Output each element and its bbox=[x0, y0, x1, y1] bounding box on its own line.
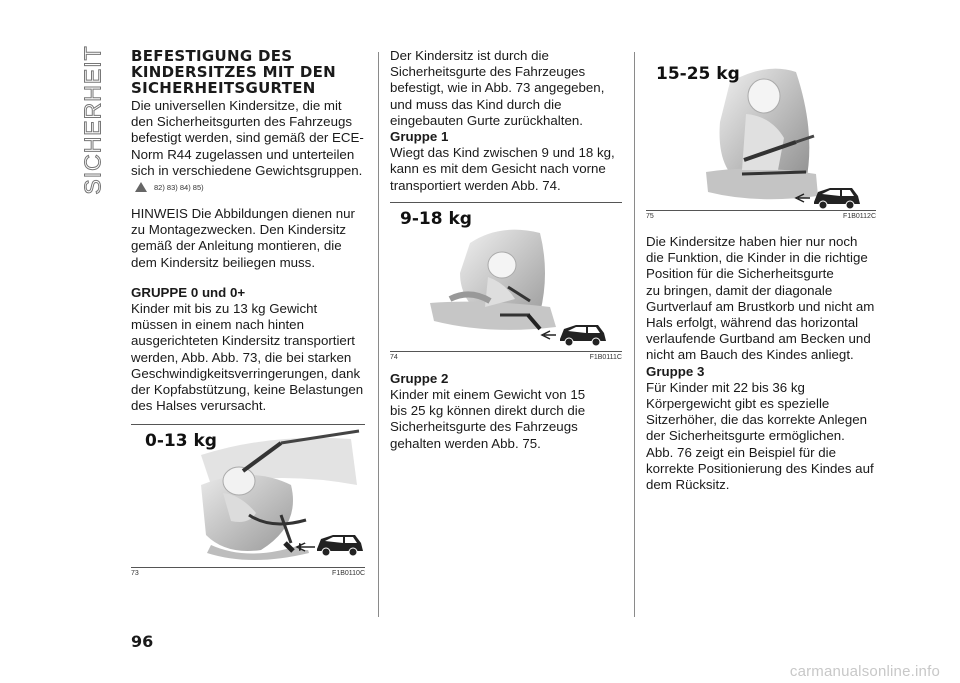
booster-paragraph: Die Kindersitze haben hier nur noch die Funktion, die Kinder in die richtige Position für die Sicherheitsgurte zu bringen, damit der diagonale Gurtverlauf am Brustkorb und nicht am Hals erfolgt, während das horizontal verlaufende Gurtband am Becken und nicht am Bauch des Kindes anliegt. bbox=[646, 234, 875, 363]
group-3-title: Gruppe 3 bbox=[646, 363, 705, 379]
figure-code: F1B0112C bbox=[843, 213, 876, 220]
column-3 bbox=[646, 52, 876, 493]
car-icon bbox=[560, 325, 606, 346]
car-icon bbox=[814, 188, 860, 209]
group-0-paragraph: Kinder mit bis zu 13 kg Gewicht müssen in einem nach hinten ausgerichteten Kindersitz transportiert werden, Abb. Abb. 73, die bei starken Geschwindigkeitsverringerungen, dank der Kopfabstützung, keine Belastungen des Halses verursacht. bbox=[131, 301, 364, 414]
figure-75 bbox=[646, 52, 876, 220]
column-2 bbox=[390, 48, 622, 452]
figure-number: 73 bbox=[131, 570, 139, 578]
figure-75-image bbox=[646, 52, 876, 210]
weight-label: 15-25 kg bbox=[656, 64, 740, 84]
intro-paragraph: Die universellen Kindersitze, die mit den Sicherheitsgurten des Fahrzeugs befestigt werden, sind gemäß der ECE- Norm R44 zugelassen und unterteilen sich in verschiedene Gewichtsgruppen. bbox=[131, 98, 364, 178]
section-label: SICHERHEIT bbox=[79, 45, 106, 195]
warning-references: 82) 83) 84) 85) bbox=[135, 182, 365, 192]
figure-code: F1B0111C bbox=[589, 353, 622, 361]
section-heading: BEFESTIGUNG DES KINDERSITZES MIT DEN SICHERHEITSGURTEN bbox=[131, 47, 336, 97]
section-side-tab bbox=[78, 45, 108, 195]
group-0-title: GRUPPE 0 und 0+ bbox=[131, 284, 246, 300]
figure-number: 75 bbox=[646, 213, 654, 220]
figure-caption bbox=[390, 351, 622, 361]
note-paragraph: HINWEIS Die Abbildungen dienen nur zu Montagezwecken. Den Kindersitz gemäß der Anleitung montieren, die dem Kindersitz beiliegen muss. bbox=[131, 206, 355, 270]
figure-73-image bbox=[131, 425, 365, 567]
figure-74 bbox=[390, 202, 622, 361]
warning-triangle-icon bbox=[135, 182, 147, 192]
watermark: carmanualsonline.info bbox=[789, 663, 940, 680]
column-divider bbox=[634, 52, 635, 617]
group-1-title: Gruppe 1 bbox=[390, 129, 449, 145]
group-2-title: Gruppe 2 bbox=[390, 370, 449, 386]
weight-label: 0-13 kg bbox=[145, 431, 217, 452]
weight-label: 9-18 kg bbox=[400, 208, 472, 229]
figure-number: 74 bbox=[390, 353, 398, 361]
figure-caption bbox=[646, 210, 876, 220]
intro-paragraph: Der Kindersitz ist durch die Sicherheitsgurte des Fahrzeuges befestigt, wie in Abb. 73 angegeben, und muss das Kind durch die eingebauten Gurte zurückhalten. bbox=[390, 48, 605, 128]
page-number: 96 bbox=[131, 632, 154, 651]
column-1 bbox=[131, 48, 365, 577]
figure-74-image bbox=[390, 203, 622, 351]
group-2-paragraph: Kinder mit einem Gewicht von 15 bis 25 kg können direkt durch die Sicherheitsgurte des Fahrzeugs gehalten werden Abb. 75. bbox=[390, 387, 586, 451]
group-1-paragraph: Wiegt das Kind zwischen 9 und 18 kg, kann es mit dem Gesicht nach vorne transportiert werden Abb. 74. bbox=[390, 145, 615, 193]
figure-73 bbox=[131, 424, 365, 577]
figure-code: F1B0110C bbox=[332, 570, 365, 578]
column-divider bbox=[378, 52, 379, 617]
figure-caption bbox=[131, 567, 365, 577]
group-3-paragraph: Für Kinder mit 22 bis 36 kg Körpergewicht gibt es spezielle Sitzerhöher, die das korrekte Anlegen der Sicherheitsgurte ermöglichen. Abb. 76 zeigt ein Beispiel für die korrekte Positionierung des Kindes auf dem Rücksitz. bbox=[646, 379, 874, 493]
car-icon bbox=[317, 535, 363, 556]
